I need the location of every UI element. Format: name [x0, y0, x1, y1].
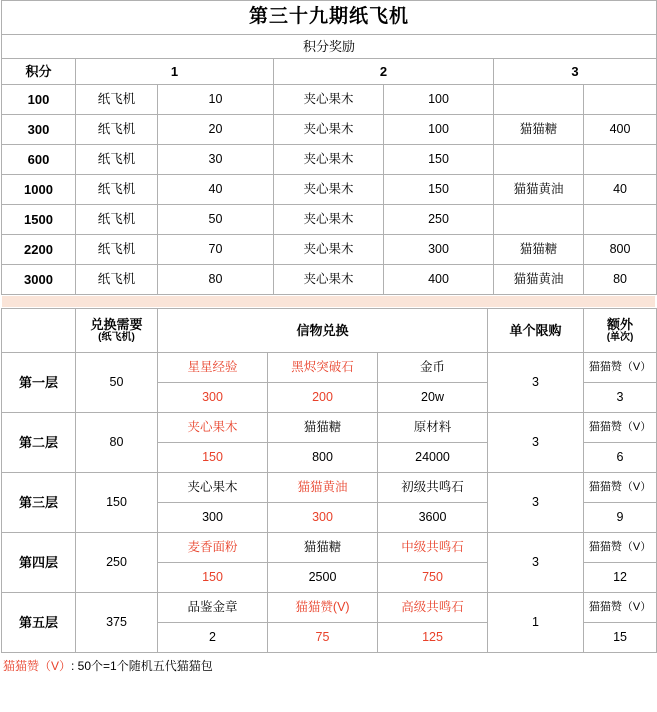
token-name: 星星经验: [158, 353, 268, 383]
token-qty: 24000: [378, 443, 488, 473]
reward2-qty: 300: [384, 235, 494, 265]
reward1-name: 纸飞机: [76, 85, 158, 115]
table-row: [2, 85, 657, 115]
reward2-name: 夹心果木: [274, 265, 384, 295]
extra-qty: 15: [584, 623, 657, 653]
reward1-qty: 40: [158, 175, 274, 205]
tier-cost: 80: [76, 413, 158, 473]
reward3-qty: 80: [584, 265, 657, 295]
reward1-name: 纸飞机: [76, 115, 158, 145]
reward3-qty: [584, 85, 657, 115]
purchase-limit: 3: [488, 533, 584, 593]
reward2-qty: 400: [384, 265, 494, 295]
reward3-qty: 40: [584, 175, 657, 205]
token-qty: 300: [158, 503, 268, 533]
reward2-name: 夹心果木: [274, 235, 384, 265]
tier-cost: 150: [76, 473, 158, 533]
tier-label: 第四层: [2, 533, 76, 593]
points-value: 1500: [2, 205, 76, 235]
tier-label: 第一层: [2, 353, 76, 413]
reward3-name: 猫猫糖: [494, 115, 584, 145]
table-row: [2, 473, 657, 503]
table-row: [2, 175, 657, 205]
token-qty: 800: [268, 443, 378, 473]
purchase-limit: 1: [488, 593, 584, 653]
reward3-qty: 400: [584, 115, 657, 145]
token-name: 品鉴金章: [158, 593, 268, 623]
reward2-qty: 150: [384, 175, 494, 205]
header-limit: 单个限购: [488, 309, 584, 353]
extra-name: 猫猫赞（V）: [584, 593, 657, 623]
extra-qty: 6: [584, 443, 657, 473]
reward3-name: 猫猫黄油: [494, 265, 584, 295]
points-value: 1000: [2, 175, 76, 205]
token-name: 初级共鸣石: [378, 473, 488, 503]
token-qty: 2500: [268, 563, 378, 593]
header-extra-label: 额外: [607, 316, 634, 332]
token-name: 金币: [378, 353, 488, 383]
points-header-row: [2, 59, 657, 85]
reward2-name: 夹心果木: [274, 205, 384, 235]
extra-qty: 9: [584, 503, 657, 533]
token-name: 夹心果木: [158, 413, 268, 443]
purchase-limit: 3: [488, 413, 584, 473]
extra-name: 猫猫赞（V）: [584, 413, 657, 443]
reward1-qty: 20: [158, 115, 274, 145]
token-name: 麦香面粉: [158, 533, 268, 563]
subtitle-row: [2, 35, 657, 59]
page-title: 第三十九期纸飞机: [2, 1, 657, 35]
reward1-name: 纸飞机: [76, 265, 158, 295]
points-value: 100: [2, 85, 76, 115]
token-qty: 75: [268, 623, 378, 653]
reward3-qty: [584, 145, 657, 175]
points-section-subtitle: 积分奖励: [2, 35, 657, 59]
token-qty: 300: [158, 383, 268, 413]
reward3-name: [494, 145, 584, 175]
reward2-name: 夹心果木: [274, 175, 384, 205]
token-qty: 300: [268, 503, 378, 533]
points-value: 2200: [2, 235, 76, 265]
token-name: 原材料: [378, 413, 488, 443]
header-points: 积分: [2, 59, 76, 85]
table-row: [2, 205, 657, 235]
reward1-qty: 50: [158, 205, 274, 235]
reward2-name: 夹心果木: [274, 145, 384, 175]
token-qty: 200: [268, 383, 378, 413]
reward3-name: [494, 85, 584, 115]
token-name: 高级共鸣石: [378, 593, 488, 623]
tier-label: 第三层: [2, 473, 76, 533]
reward2-qty: 150: [384, 145, 494, 175]
extra-qty: 3: [584, 383, 657, 413]
table-row: [2, 593, 657, 623]
title-row: [2, 1, 657, 35]
header-reward-3: 3: [494, 59, 657, 85]
footnote-text: : 50个=1个随机五代猫猫包: [71, 659, 213, 673]
exchange-table: [1, 308, 657, 653]
tier-cost: 250: [76, 533, 158, 593]
footnote-label: 猫猫赞（V）: [3, 659, 72, 673]
header-tokens: 信物兑换: [158, 309, 488, 353]
reward3-name: 猫猫黄油: [494, 175, 584, 205]
token-qty: 20w: [378, 383, 488, 413]
header-reward-2: 2: [274, 59, 494, 85]
token-qty: 2: [158, 623, 268, 653]
reward3-name: 猫猫糖: [494, 235, 584, 265]
reward1-name: 纸飞机: [76, 205, 158, 235]
tier-cost: 50: [76, 353, 158, 413]
reward1-name: 纸飞机: [76, 235, 158, 265]
tier-cost: 375: [76, 593, 158, 653]
token-qty: 150: [158, 443, 268, 473]
tier-label: 第二层: [2, 413, 76, 473]
exchange-header-row: [2, 309, 657, 353]
header-cost: [76, 309, 158, 353]
reward2-qty: 100: [384, 85, 494, 115]
reward3-qty: [584, 205, 657, 235]
footnote: [0, 653, 657, 674]
token-name: 猫猫糖: [268, 533, 378, 563]
token-name: 猫猫黄油: [268, 473, 378, 503]
reward2-qty: 100: [384, 115, 494, 145]
points-value: 300: [2, 115, 76, 145]
token-name: 黑烬突破石: [268, 353, 378, 383]
reward2-qty: 250: [384, 205, 494, 235]
extra-name: 猫猫赞（V）: [584, 533, 657, 563]
table-row: [2, 115, 657, 145]
reward2-name: 夹心果木: [274, 85, 384, 115]
extra-name: 猫猫赞（V）: [584, 473, 657, 503]
header-tier: [2, 309, 76, 353]
points-value: 600: [2, 145, 76, 175]
reward1-qty: 80: [158, 265, 274, 295]
table-row: [2, 413, 657, 443]
table-row: [2, 235, 657, 265]
extra-name: 猫猫赞（V）: [584, 353, 657, 383]
token-qty: 125: [378, 623, 488, 653]
purchase-limit: 3: [488, 473, 584, 533]
token-name: 猫猫赞(V): [268, 593, 378, 623]
points-value: 3000: [2, 265, 76, 295]
table-row: [2, 265, 657, 295]
table-row: [2, 533, 657, 563]
header-reward-1: 1: [76, 59, 274, 85]
header-cost-label: 兑换需要: [90, 316, 143, 332]
reward1-qty: 70: [158, 235, 274, 265]
table-row: [2, 353, 657, 383]
reward1-qty: 10: [158, 85, 274, 115]
table-row: [2, 145, 657, 175]
extra-qty: 12: [584, 563, 657, 593]
tier-label: 第五层: [2, 593, 76, 653]
token-name: 夹心果木: [158, 473, 268, 503]
reward3-name: [494, 205, 584, 235]
points-reward-table: [1, 0, 657, 295]
header-extra: [584, 309, 657, 353]
section-divider: [1, 295, 656, 308]
header-extra-sub: (单次): [606, 332, 634, 344]
header-cost-sub: (纸飞机): [98, 332, 135, 344]
reward1-name: 纸飞机: [76, 175, 158, 205]
token-qty: 3600: [378, 503, 488, 533]
reward3-qty: 800: [584, 235, 657, 265]
reward1-name: 纸飞机: [76, 145, 158, 175]
token-name: 猫猫糖: [268, 413, 378, 443]
reward2-name: 夹心果木: [274, 115, 384, 145]
reward1-qty: 30: [158, 145, 274, 175]
purchase-limit: 3: [488, 353, 584, 413]
token-qty: 150: [158, 563, 268, 593]
token-qty: 750: [378, 563, 488, 593]
token-name: 中级共鸣石: [378, 533, 488, 563]
